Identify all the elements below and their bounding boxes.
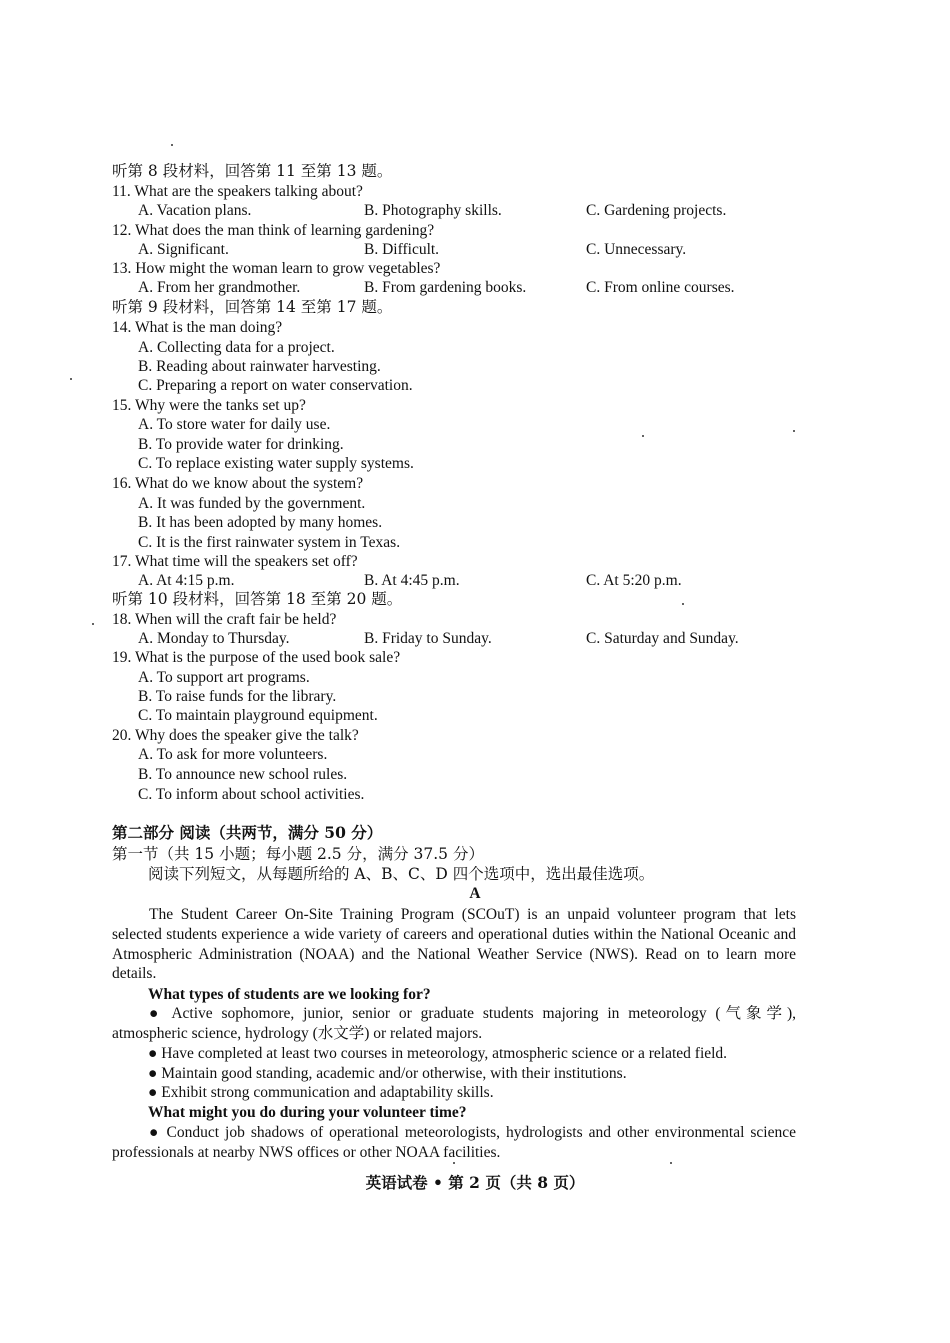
q12-option-c: C. Unnecessary. [586, 241, 687, 258]
bullet-job-shadows [112, 1123, 796, 1163]
q11-option-b: B. Photography skills. [364, 202, 502, 219]
q18-stem: 18. When will the craft fair be held? [112, 611, 337, 628]
q14-stem: 14. What is the man doing? [112, 319, 283, 336]
part2-instructions: 阅读下列短文，从每题所给的 A、B、C、D 四个选项中，选出最佳选项。 [148, 865, 655, 883]
q12-stem: 12. What does the man think of learning gardening? [112, 222, 435, 239]
bullet-job-shadows-text: ● Conduct job shadows of operational meteorologists, hydrologists and other environmental science professionals at nearby NWS offices or other NOAA facilities. [112, 1124, 796, 1161]
q11-stem: 11. What are the speakers talking about? [112, 183, 363, 200]
bullet-standing: ● Maintain good standing, academic and/or otherwise, with their institutions. [148, 1065, 627, 1082]
q18-option-c: C. Saturday and Sunday. [586, 630, 739, 647]
q14-option-a: A. Collecting data for a project. [138, 339, 335, 356]
q15-option-b: B. To provide water for drinking. [138, 436, 344, 453]
bullet-majors [112, 1004, 796, 1044]
q19-option-c: C. To maintain playground equipment. [138, 707, 378, 724]
q15-option-c: C. To replace existing water supply systems. [138, 455, 414, 472]
q15-option-a: A. To store water for daily use. [138, 416, 331, 433]
q19-option-b: B. To raise funds for the library. [138, 688, 337, 705]
part2-subtitle: 第一节（共 15 小题；每小题 2.5 分，满分 37.5 分） [112, 845, 484, 863]
q13-option-a: A. From her grandmother. [138, 279, 301, 296]
scan-speck [642, 435, 644, 437]
passage-letter: A [469, 885, 481, 902]
q17-option-b: B. At 4:45 p.m. [364, 572, 460, 589]
page-footer: 英语试卷 • 第 2 页（共 8 页） [365, 1173, 585, 1192]
q20-option-b: B. To announce new school rules. [138, 766, 348, 783]
scan-speck [453, 1162, 455, 1164]
q18-option-a: A. Monday to Thursday. [138, 630, 290, 647]
q19-stem: 19. What is the purpose of the used book sale? [112, 649, 401, 666]
scan-speck [793, 430, 795, 432]
scan-speck [171, 144, 173, 146]
scan-speck [670, 1162, 672, 1164]
scan-speck [682, 603, 684, 605]
q11-option-a: A. Vacation plans. [138, 202, 252, 219]
section10-header: 听第 10 段材料，回答第 18 至第 20 题。 [112, 590, 403, 608]
intro-paragraph [112, 905, 796, 984]
q15-stem: 15. Why were the tanks set up? [112, 397, 306, 414]
section9-header: 听第 9 段材料，回答第 14 至第 17 题。 [112, 298, 393, 316]
q16-stem: 16. What do we know about the system? [112, 475, 364, 492]
bullet-skills: ● Exhibit strong communication and adaptability skills. [148, 1084, 494, 1101]
q17-option-a: A. At 4:15 p.m. [138, 572, 235, 589]
scan-speck [70, 378, 72, 380]
q13-option-b: B. From gardening books. [364, 279, 527, 296]
bullet-courses: ● Have completed at least two courses in meteorology, atmospheric science or a related field. [148, 1045, 728, 1062]
q14-option-c: C. Preparing a report on water conservation. [138, 377, 413, 394]
q14-option-b: B. Reading about rainwater harvesting. [138, 358, 381, 375]
q18-option-b: B. Friday to Sunday. [364, 630, 492, 647]
q11-option-c: C. Gardening projects. [586, 202, 727, 219]
q16-option-c: C. It is the first rainwater system in Texas. [138, 534, 401, 551]
q16-option-b: B. It has been adopted by many homes. [138, 514, 383, 531]
q12-option-a: A. Significant. [138, 241, 229, 258]
q12-option-b: B. Difficult. [364, 241, 440, 258]
scan-speck [92, 623, 94, 625]
q17-stem: 17. What time will the speakers set off? [112, 553, 358, 570]
section8-header: 听第 8 段材料，回答第 11 至第 13 题。 [112, 162, 393, 180]
q19-option-a: A. To support art programs. [138, 669, 310, 686]
q20-option-a: A. To ask for more volunteers. [138, 746, 328, 763]
part2-title: 第二部分 阅读（共两节，满分 50 分） [112, 823, 383, 842]
q20-stem: 20. Why does the speaker give the talk? [112, 727, 359, 744]
heading-students: What types of students are we looking for? [148, 986, 431, 1003]
heading-volunteer: What might you do during your volunteer time? [148, 1104, 467, 1121]
bullet-majors-text: ● Active sophomore, junior, senior or graduate students majoring in meteorology (气象学), atmospheric science, hydrology (水文学) or related majors. [112, 1005, 796, 1042]
q13-stem: 13. How might the woman learn to grow vegetables? [112, 260, 441, 277]
q13-option-c: C. From online courses. [586, 279, 735, 296]
q17-option-c: C. At 5:20 p.m. [586, 572, 682, 589]
q16-option-a: A. It was funded by the government. [138, 495, 366, 512]
q20-option-c: C. To inform about school activities. [138, 786, 365, 803]
intro-paragraph-text: The Student Career On-Site Training Program (SCOuT) is an unpaid volunteer program that lets selected students experience a wide variety of careers and operational duties within the National Oceanic and Atmospheric Administration (NOAA) and the National Weather Service (NWS). Read on to learn more details. [112, 906, 796, 983]
